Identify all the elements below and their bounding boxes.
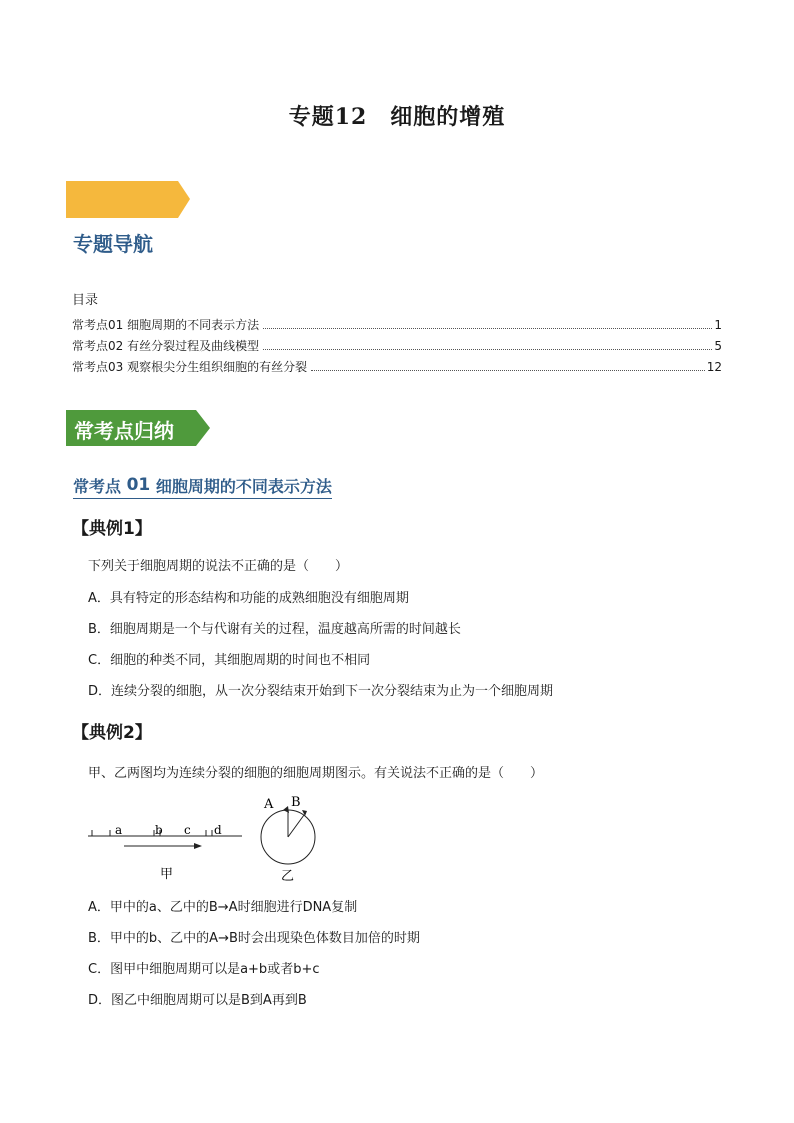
example-1-option-c[interactable]: C．细胞的种类不同，其细胞周期的时间也不相同 xyxy=(88,653,371,668)
circle-label-b: B xyxy=(291,795,301,810)
example-2-question: 甲、乙两图均为连续分裂的细胞的细胞周期图示。有关说法不正确的是（ ） xyxy=(88,766,544,781)
point-prefix: 常考点 xyxy=(73,477,122,496)
example-2-heading: 【典例2】 xyxy=(72,723,152,743)
example-2-option-c[interactable]: C．图甲中细胞周期可以是a+b或者b+c xyxy=(88,962,320,977)
line-label-a: a xyxy=(115,823,123,837)
line-caption: 甲 xyxy=(160,867,174,882)
section-heading: 常考点归纳 xyxy=(74,419,174,443)
toc-leader-dots xyxy=(311,370,705,371)
circle-diagram xyxy=(261,795,315,882)
nav-banner-shape xyxy=(66,181,190,218)
toc-item-text: 常考点02 有丝分裂过程及曲线模型 xyxy=(72,339,260,353)
toc-leader-dots xyxy=(263,349,712,350)
toc-item-3[interactable] xyxy=(72,358,722,375)
example-2-option-a[interactable]: A．甲中的a、乙中的B→A时细胞进行DNA复制 xyxy=(88,900,358,915)
example-1-option-b[interactable]: B．细胞周期是一个与代谢有关的过程，温度越高所需的时间越长 xyxy=(88,622,461,637)
toc-item-page: 5 xyxy=(714,339,722,353)
toc-heading: 目录 xyxy=(72,293,99,308)
line-diagram xyxy=(88,823,242,882)
toc-item-page: 12 xyxy=(706,360,722,374)
example-1-heading: 【典例1】 xyxy=(72,519,152,539)
toc-item-text: 常考点03 观察根尖分生组织细胞的有丝分裂 xyxy=(72,360,308,374)
toc-item-page: 1 xyxy=(714,318,722,332)
cell-cycle-figure xyxy=(86,790,326,882)
example-1-option-d[interactable]: D．连续分裂的细胞，从一次分裂结束开始到下一次分裂结束为止为一个细胞周期 xyxy=(88,684,554,699)
line-label-c: c xyxy=(184,823,191,837)
example-1-question: 下列关于细胞周期的说法不正确的是（ ） xyxy=(88,559,349,574)
example-1-option-a[interactable]: A．具有特定的形态结构和功能的成熟细胞没有细胞周期 xyxy=(88,591,409,606)
point-title: 细胞周期的不同表示方法 xyxy=(155,477,332,496)
line-label-d: d xyxy=(214,823,222,837)
circle-caption: 乙 xyxy=(281,869,295,882)
example-2-option-b[interactable]: B．甲中的b、乙中的A→B时会出现染色体数目加倍的时期 xyxy=(88,931,420,946)
example-2-option-d[interactable]: D．图乙中细胞周期可以是B到A再到B xyxy=(88,993,307,1008)
nav-heading: 专题导航 xyxy=(73,232,153,256)
point-heading xyxy=(73,474,332,499)
toc-item-2[interactable] xyxy=(72,337,722,354)
line-label-b: b xyxy=(155,823,163,837)
nav-banner xyxy=(66,181,190,218)
toc-item-text: 常考点01 细胞周期的不同表示方法 xyxy=(72,318,260,332)
toc-item-1[interactable] xyxy=(72,316,722,333)
toc-leader-dots xyxy=(263,328,712,329)
page-title: 专题12 细胞的增殖 xyxy=(288,104,506,130)
point-number: 01 xyxy=(126,475,151,495)
circle-label-a: A xyxy=(264,797,274,812)
